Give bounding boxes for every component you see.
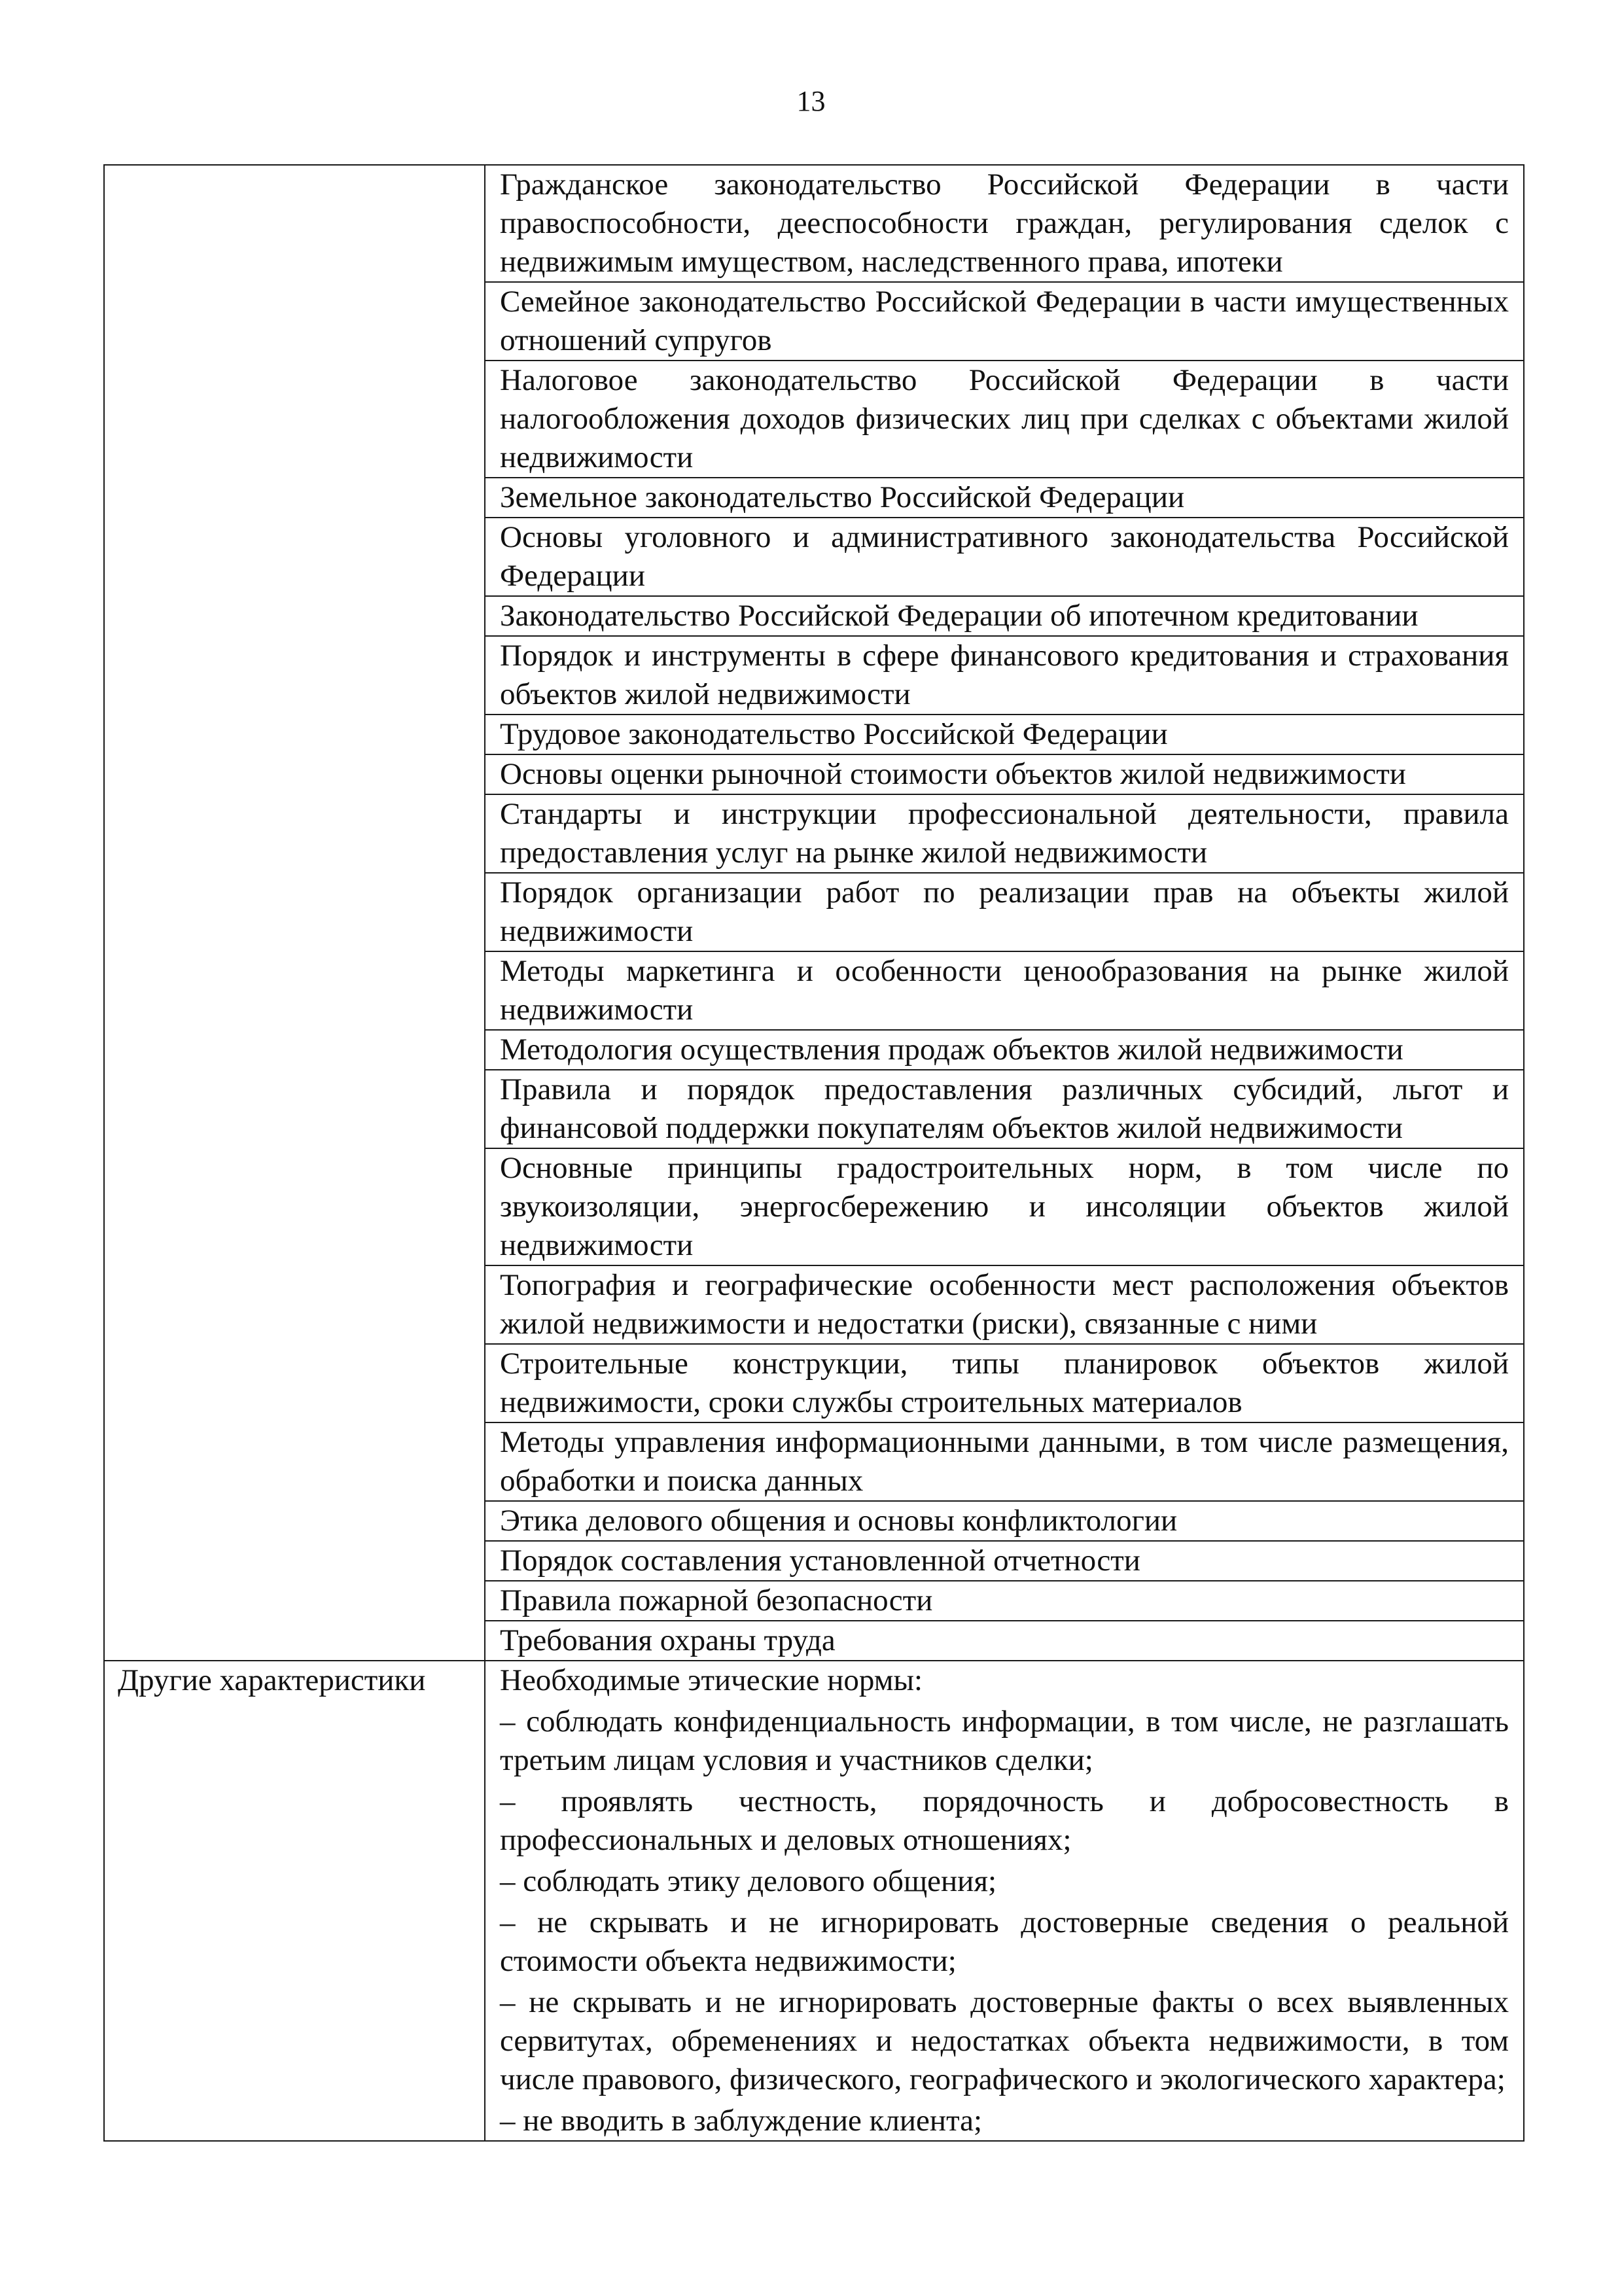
knowledge-item: Стандарты и инструкции профессиональной деятельности, правила предоставления услуг на рынке жилой недвижимости [485,794,1524,873]
knowledge-item: Земельное законодательство Российской Федерации [485,478,1524,518]
ethics-rule: – проявлять честность, порядочность и добросовестность в профессиональных и деловых отношениях; [500,1784,1509,1857]
knowledge-item: Методология осуществления продаж объектов жилой недвижимости [485,1030,1524,1070]
knowledge-item: Законодательство Российской Федерации об ипотечном кредитовании [485,596,1524,636]
knowledge-item: Правила пожарной безопасности [485,1581,1524,1621]
ethics-rule: – соблюдать этику делового общения; [500,1864,996,1898]
page-number: 13 [796,85,826,117]
table-row [104,165,1524,282]
knowledge-item: Строительные конструкции, типы планировок объектов жилой недвижимости, сроки службы строительных материалов [485,1344,1524,1422]
knowledge-section [104,165,1524,1661]
knowledge-item: Топография и географические особенности мест расположения объектов жилой недвижимости и недостатки (риски), связанные с ними [485,1265,1524,1344]
knowledge-item: Гражданское законодательство Российской Федерации в части правоспособности, дееспособности граждан, регулирования сделок с недвижимым имуществом, наследственного права, ипотеки [485,165,1524,282]
knowledge-item: Семейное законодательство Российской Федерации в части имущественных отношений супругов [485,282,1524,361]
knowledge-item: Порядок и инструменты в сфере финансового кредитования и страхования объектов жилой недвижимости [485,636,1524,715]
knowledge-item: Основные принципы градостроительных норм, в том числе по звукоизоляции, энергосбережению и инсоляции объектов жилой недвижимости [485,1148,1524,1265]
requirements-table [103,164,1525,2142]
knowledge-item: Налоговое законодательство Российской Федерации в части налогообложения доходов физических лиц при сделках с объектами жилой недвижимости [485,361,1524,478]
empty-label-cell [104,165,485,1661]
knowledge-item: Этика делового общения и основы конфликтологии [485,1501,1524,1541]
knowledge-item: Порядок организации работ по реализации прав на объекты жилой недвижимости [485,873,1524,951]
table-row [104,1661,1524,2141]
ethics-rule: – не скрывать и не игнорировать достоверные факты о всех выявленных сервитутах, обременениях и недостатках объекта недвижимости, в том числе правового, физического, географического и экологического характера; [500,1985,1509,2096]
knowledge-item: Трудовое законодательство Российской Федерации [485,715,1524,754]
knowledge-item: Основы оценки рыночной стоимости объектов жилой недвижимости [485,754,1524,794]
knowledge-item: Основы уголовного и административного законодательства Российской Федерации [485,518,1524,596]
ethics-rule: – не скрывать и не игнорировать достоверные сведения о реальной стоимости объекта недвижимости; [500,1905,1509,1978]
ethics-rule: – соблюдать конфиденциальность информации, в том числе, не разглашать третьим лицам условия и участников сделки; [500,1704,1509,1777]
ethics-rule: – не вводить в заблуждение клиента; [500,2104,983,2138]
other-characteristics-label: Другие характеристики [104,1661,485,2141]
knowledge-item: Порядок составления установленной отчетности [485,1541,1524,1581]
other-characteristics-section [104,1661,1524,2141]
knowledge-item: Методы управления информационными данными, в том числе размещения, обработки и поиска данных [485,1422,1524,1501]
knowledge-item: Требования охраны труда [485,1621,1524,1661]
ethics-heading: Необходимые этические нормы: [500,1663,923,1697]
knowledge-item: Методы маркетинга и особенности ценообразования на рынке жилой недвижимости [485,951,1524,1030]
knowledge-item: Правила и порядок предоставления различных субсидий, льгот и финансовой поддержки покупателям объектов жилой недвижимости [485,1070,1524,1148]
other-characteristics-content [485,1661,1524,2141]
